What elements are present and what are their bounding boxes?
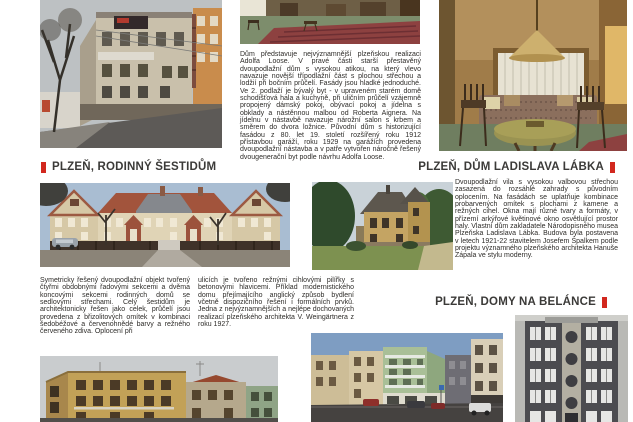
red-square-bullet (41, 162, 46, 173)
heading-sestidum-label: PLZEŇ, RODINNÝ ŠESTIDŮM (52, 161, 217, 173)
photo-belanka-middle (311, 333, 503, 422)
photo-interior-dining (439, 0, 627, 151)
heading-labka-label: PLZEŇ, DŮM LADISLAVA LÁBKA (418, 161, 604, 173)
red-square-bullet (610, 162, 615, 173)
photo-interior-living (240, 0, 420, 44)
heading-belanka-label: PLZEŇ, DOMY NA BELÁNCE (435, 296, 596, 308)
photo-belanka-facade (515, 315, 628, 422)
photo-loos-exterior (40, 0, 222, 148)
photo-belanka-left (40, 356, 278, 422)
photo-labka-villa (312, 182, 453, 270)
heading-sestidum (41, 161, 216, 173)
red-square-bullet (602, 297, 607, 308)
labka-description: Dvoupodlažní vila s vysokou valbovou střechou zasazená do rozsáhlé zahrady s původním oplocením. Na fasádách se uplatňuje kombinace probarvených omítek s plochami z kamene a režných cihel. Okna mají různé tvary a formáty, v přízemí arkýřové květinové okno osvětlující prostor haly. Vlastní dům zakladatele Národopisného musea Plzeňska Ladislava Lábka. Budova byla postavena v letech 1921-22 stavitelem Josefem Špalkem podle projektu významného plzeňského architekta Hanuše Zápala ve stylu moderny. (455, 179, 618, 260)
photo-sestidum-row (40, 183, 290, 267)
heading-labka (418, 161, 615, 173)
sestidum-description-col2: ulicích je tvořeno režnými cihlovými pilířky s betonovými hlavicemi. Příklad modernistického domu přejímajícího anglický způsob bydlení včetně dispozičního řešení i formálních prvků. Jedna z nejvýznamnějších a nejlépe dochovaných realizací plzeňského architekta V. Weingärtnera z roku 1927. (198, 277, 354, 329)
heading-belanka (435, 296, 607, 308)
loos-description: Dům představuje nejvýznamnější plzeňskou realizaci Adolfa Loose. V pravé části starší přestavěný dvoupodlažní dům s vysokou atikou, na který vlevo navazuje novější třípodlažní část s plochou střechou a lodžií při bočním průčelí. Fasády jsou hladké jednoduché. Ve 2. podlaží je bývalý byt - v upraveném starém domě schodišťová hala a kuchyně, při uličním průčelí vzájemně propojený dámský pokoj, obývací pokoj a jídelna s obklady a nástěnnou malbou od Roberta Aignera. Na jídelnu v nástavbě navazuje nárožní salon s krbem a směrem do dvora ložnice. Původní dům s historizující fasádou z 80. let 19. století rozšířený roku 1912 přístavbou garáží, roku 1929 na garážích provedena dvoupodlažní nástavba a v patře vytvořen náročně řešený dvougenerační byt podle návrhu Adolfa Loose. (240, 51, 421, 161)
sestidum-description-col1: Symetricky řešený dvoupodlažní objekt tvořený čtyřmi obdobnými řadovými sekcemi a dvěma koncovými sekcemi rodinných domů se sedlovými střechami. Celý šestidům je architektonicky řešen jako celek, průčelí jsou provedena z břizolitových omítek v kombinaci šedobéžové a červenohnědé barvy a režného červeného zdiva. Oplocení při (40, 277, 190, 336)
